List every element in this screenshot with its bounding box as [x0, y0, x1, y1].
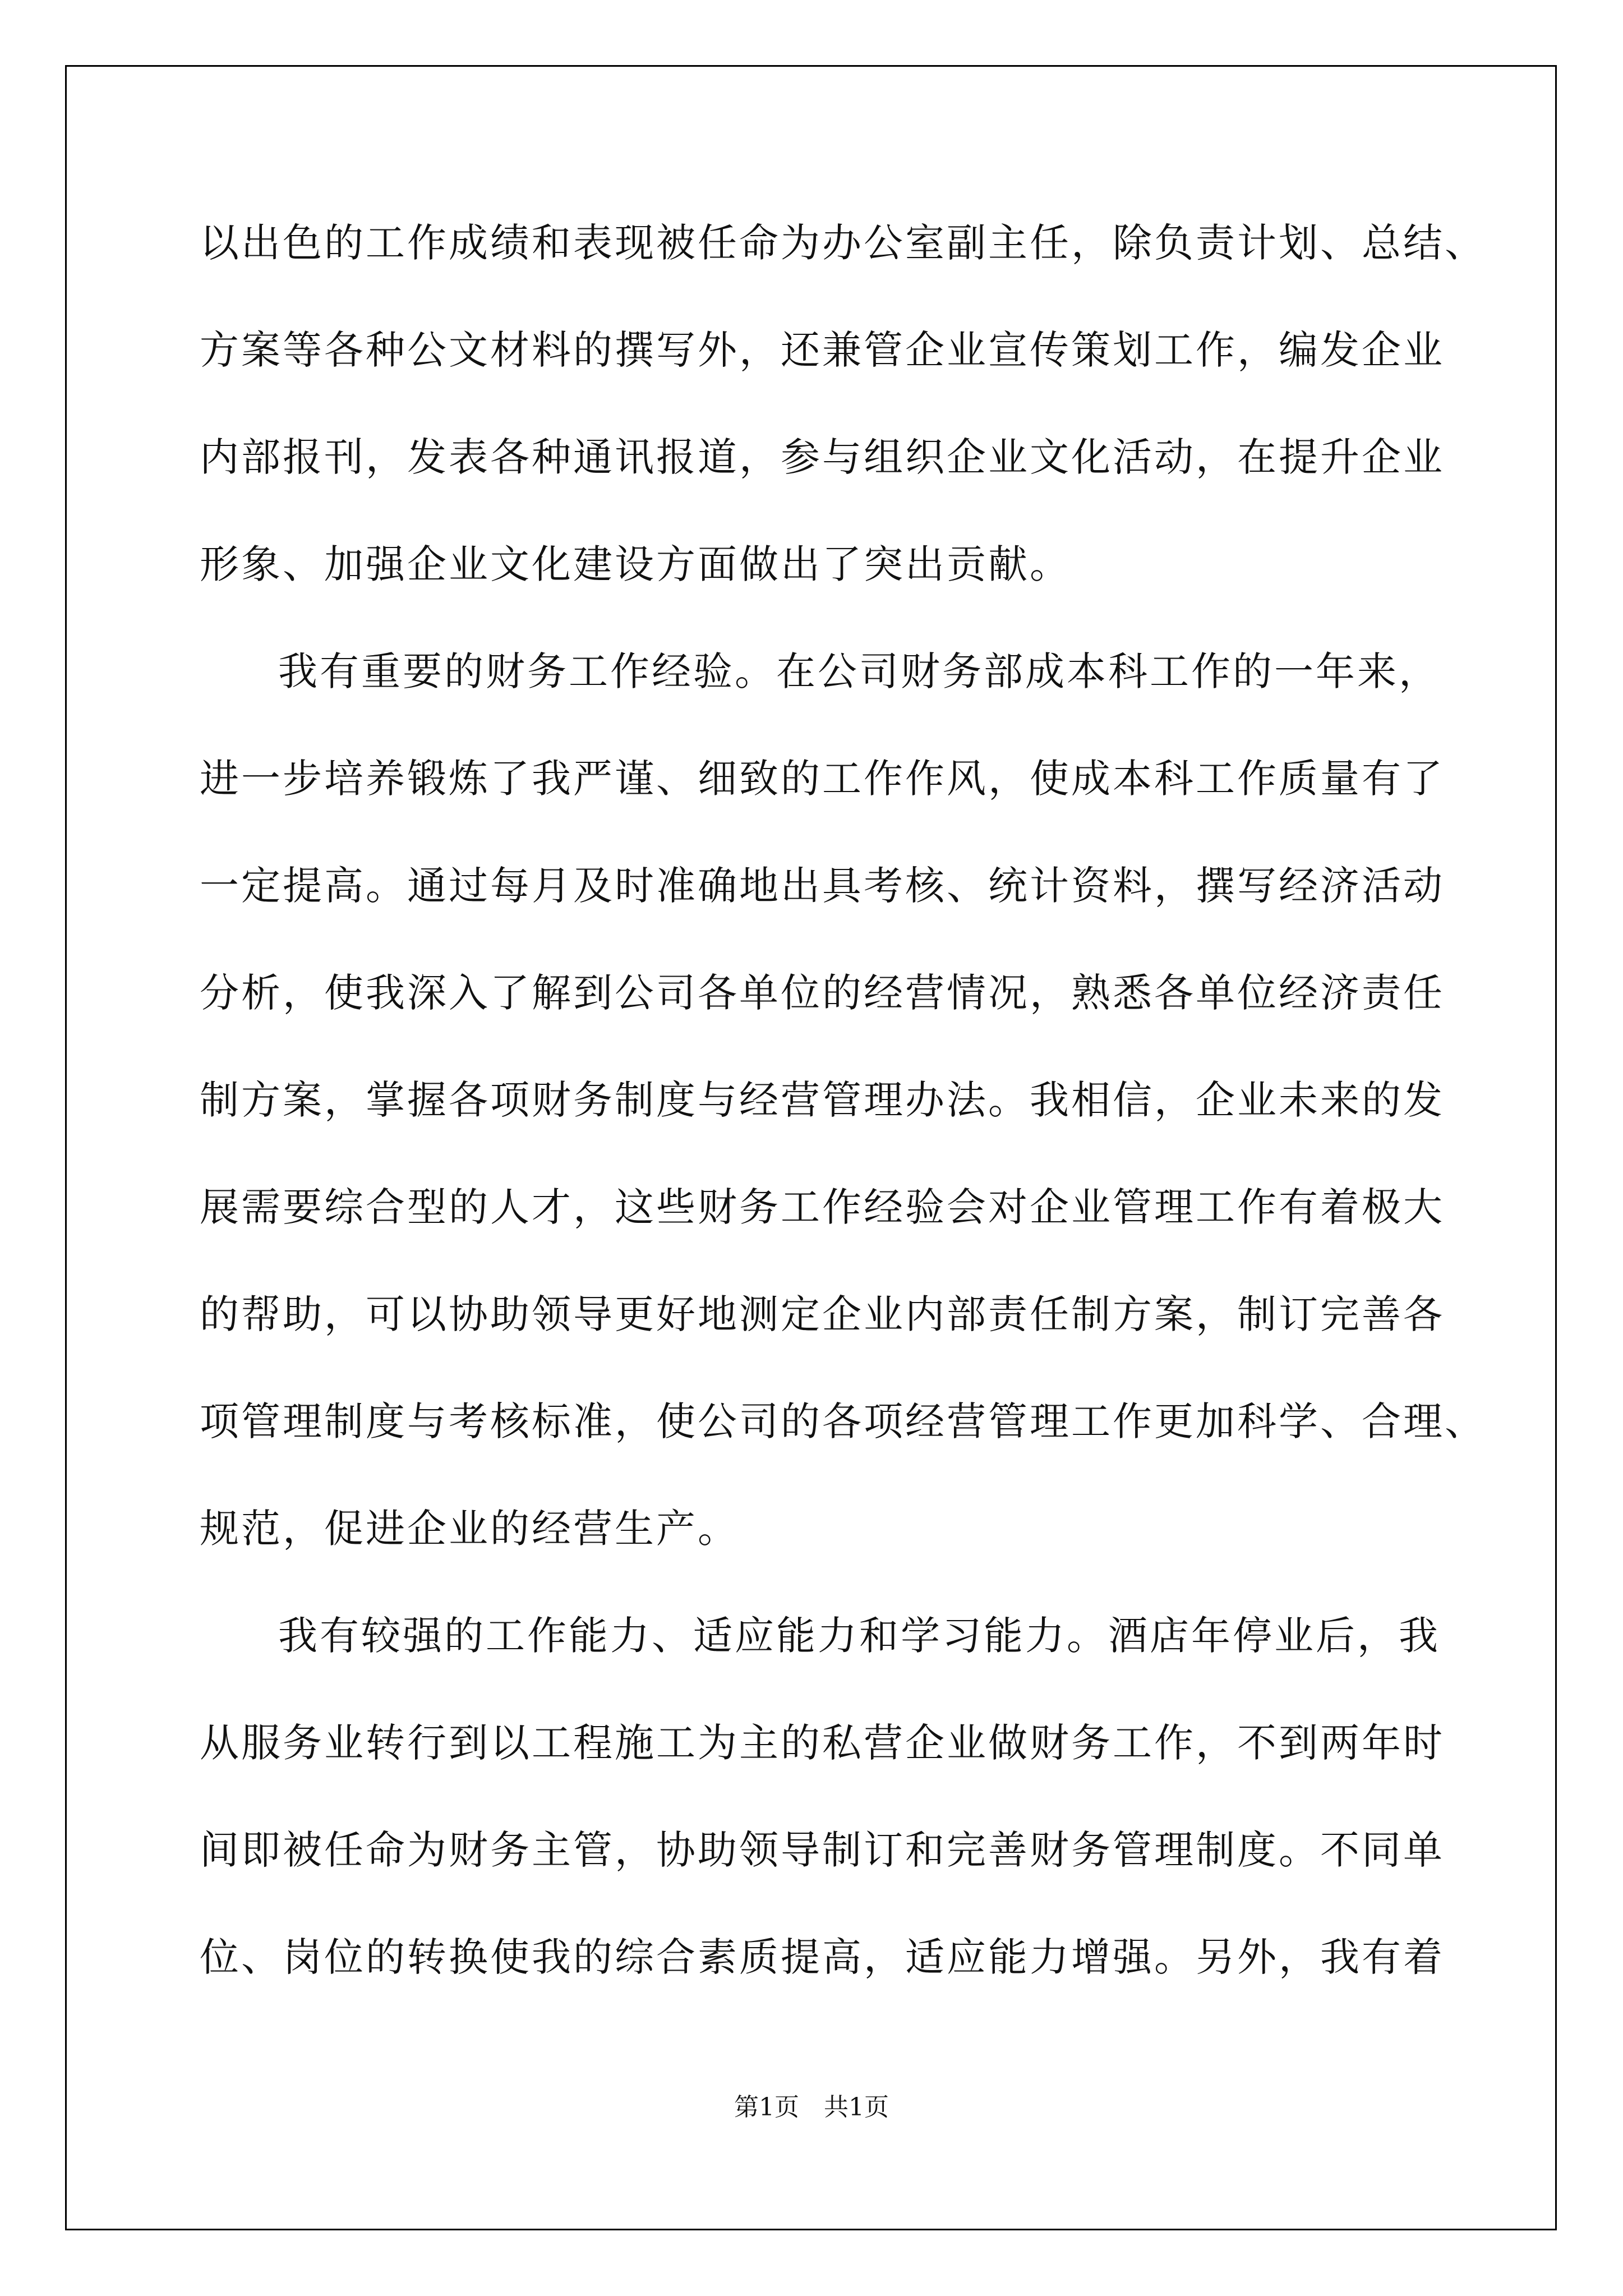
- paragraph-2: [200, 618, 1486, 1582]
- text-line: 从服务业转行到以工程施工为主的私营企业做财务工作，不到两年时: [200, 1720, 1445, 1766]
- text-line: 分析，使我深入了解到公司各单位的经营情况，熟悉各单位经济责任: [200, 970, 1445, 1016]
- text-line: 的帮助，可以协助领导更好地测定企业内部责任制方案，制订完善各: [200, 1291, 1445, 1337]
- paragraph-3: [200, 1582, 1478, 2011]
- paragraph-1: [200, 190, 1486, 618]
- text-line: 规范，促进企业的经营生产。: [200, 1506, 739, 1552]
- page-footer: [0, 2087, 1623, 2123]
- text-line: 位、岗位的转换使我的综合素质提高，适应能力增强。另外，我有着: [200, 1934, 1445, 1980]
- text-line: 内部报刊，发表各种通讯报道，参与组织企业文化活动，在提升企业: [200, 434, 1445, 480]
- text-line: 形象、加强企业文化建设方面做出了突出贡献。: [200, 541, 1071, 587]
- text-line: 展需要综合型的人才，这些财务工作经验会对企业管理工作有着极大: [200, 1184, 1445, 1230]
- text-line: 方案等各种公文材料的撰写外，还兼管企业宣传策划工作，编发企业: [200, 327, 1445, 373]
- page-number: 第1页: [734, 2093, 799, 2122]
- text-line: 项管理制度与考核标准，使公司的各项经营管理工作更加科学、合理、: [200, 1398, 1486, 1444]
- page-total: 共1页: [824, 2093, 889, 2122]
- text-line: 制方案，掌握各项财务制度与经营管理办法。我相信，企业未来的发: [200, 1077, 1445, 1123]
- text-line: 间即被任命为财务主管，协助领导制订和完善财务管理制度。不同单: [200, 1827, 1445, 1873]
- text-line: 进一步培养锻炼了我严谨、细致的工作作风，使成本科工作质量有了: [200, 756, 1445, 802]
- text-line: 我有较强的工作能力、适应能力和学习能力。酒店年停业后，我: [278, 1613, 1440, 1659]
- text-line: 以出色的工作成绩和表现被任命为办公室副主任，除负责计划、总结、: [200, 220, 1486, 266]
- text-line: 我有重要的财务工作经验。在公司财务部成本科工作的一年来，: [278, 648, 1440, 694]
- text-line: 一定提高。通过每月及时准确地出具考核、统计资料，撰写经济活动: [200, 863, 1445, 909]
- document-body: [200, 190, 1486, 2011]
